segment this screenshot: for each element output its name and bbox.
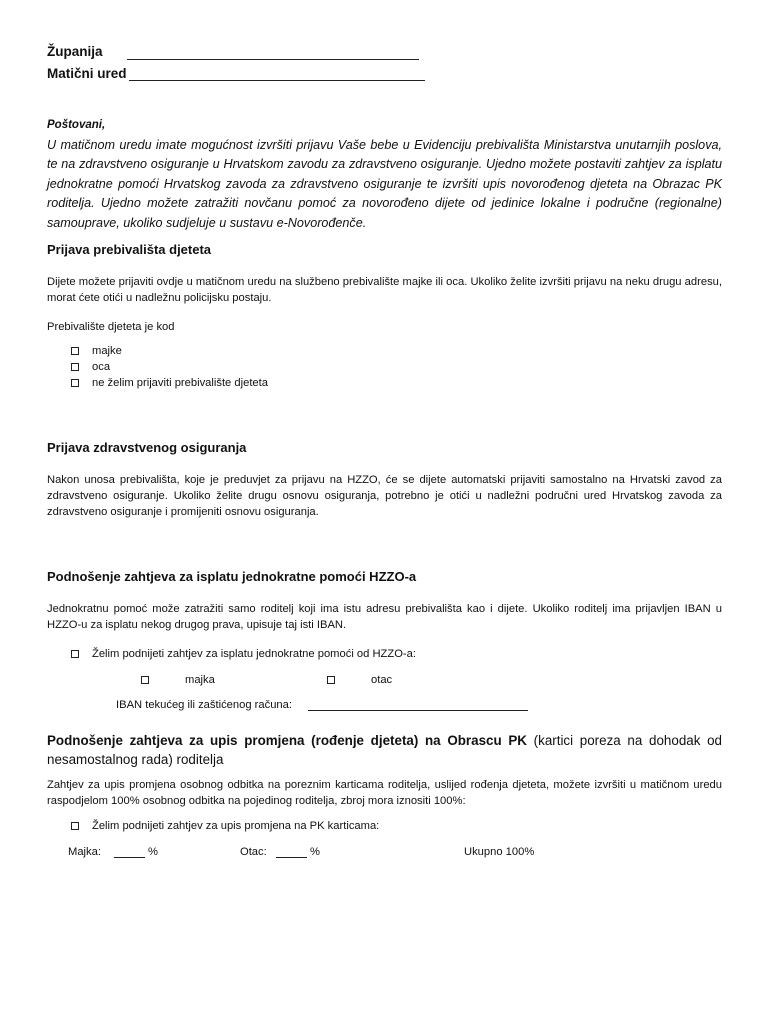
father-label: otac bbox=[371, 674, 393, 686]
mother-label: majka bbox=[185, 674, 215, 686]
section-pk-title bbox=[47, 731, 722, 770]
maticni-ured-field[interactable] bbox=[129, 80, 425, 81]
option-label: oca bbox=[92, 361, 111, 373]
otac-percent-sign: % bbox=[310, 846, 320, 858]
residence-option-father[interactable] bbox=[71, 361, 110, 373]
maticni-ured-label: Matični ured bbox=[47, 66, 127, 81]
section-residence-title: Prijava prebivališta djeteta bbox=[47, 242, 212, 257]
zupanija-label: Županija bbox=[47, 44, 103, 59]
option-label: ne želim prijaviti prebivalište djeteta bbox=[92, 377, 268, 389]
hzzo-request-checkbox[interactable] bbox=[71, 648, 416, 660]
greeting: Poštovani, bbox=[47, 119, 106, 131]
residence-option-none[interactable] bbox=[71, 377, 268, 389]
section-residence-text: Dijete možete prijaviti ovdje u matičnom uredu na službeno prebivalište majke ili oca. Ukoliko želite izvršiti prijavu na neku drugu adresu, morat ćete otići u nadležnu policijsku postaju. bbox=[47, 276, 722, 304]
section-pk-title-bold: Podnošenje zahtjeva za upis promjena (rođenje djeteta) na Obrascu PK bbox=[47, 733, 527, 748]
otac-percent-field[interactable] bbox=[276, 857, 307, 858]
checkbox[interactable] bbox=[71, 347, 79, 355]
section-pk-text: Zahtjev za upis promjena osobnog odbitka na poreznim karticama roditelja, uslijed rođenja djeteta, možete izvršiti u matičnom uredu raspodjelom 100% osobnog odbitka na pojedinog roditelja, zbroj mora iznositi 100%: bbox=[47, 779, 722, 807]
section-hzzo-title: Podnošenje zahtjeva za isplatu jednokratne pomoći HZZO-a bbox=[47, 569, 417, 584]
checkbox[interactable] bbox=[327, 676, 335, 684]
majka-percent-label: Majka: bbox=[68, 846, 101, 858]
residence-question: Prebivalište djeteta je kod bbox=[47, 321, 175, 333]
checkbox[interactable] bbox=[71, 379, 79, 387]
zupanija-field[interactable] bbox=[127, 59, 419, 60]
option-label: majke bbox=[92, 345, 122, 357]
ukupno-label: Ukupno 100% bbox=[464, 846, 535, 858]
checkbox[interactable] bbox=[71, 363, 79, 371]
intro-paragraph: U matičnom uredu imate mogućnost izvršiti prijavu Vaše bebe u Evidenciju prebivališta Ministarstva unutarnjih poslova, te na zdravstveno osiguranje u Hrvatskom zavodu za zdravstveno osiguranje. Ujedno možete postaviti zahtjev za isplatu jednokratne pomoći Hrvatskog zavoda za zdravstveno osiguranje te izvršiti upis novorođenog djeteta na Obrazac PK roditelja. Ujedno možete zatražiti novčanu pomoć za novorođeno dijete od jedinice lokalne i područne (regionalne) samouprave, ukoliko sudjeluje u sustavu e-Novorođenče. bbox=[47, 138, 722, 230]
majka-percent-field[interactable] bbox=[114, 857, 145, 858]
majka-percent-sign: % bbox=[148, 846, 158, 858]
hzzo-request-label: Želim podnijeti zahtjev za isplatu jednokratne pomoći od HZZO-a: bbox=[92, 648, 416, 660]
iban-field[interactable] bbox=[308, 710, 528, 711]
hzzo-father-option[interactable] bbox=[327, 674, 392, 686]
pk-request-label: Želim podnijeti zahtjev za upis promjena na PK karticama: bbox=[92, 820, 380, 832]
checkbox[interactable] bbox=[71, 650, 79, 658]
pk-request-checkbox[interactable] bbox=[71, 820, 379, 832]
section-insurance-text: Nakon unosa prebivališta, koje je preduvjet za prijavu na HZZO, će se dijete automatski prijaviti samostalno na Hrvatski zavod za zdravstveno osiguranje. Ukoliko želite drugu osnovu osiguranja, potrebno je otići u nadležni područni ured Hrvatskog zavoda za zdravstveno osiguranje i promijeniti osnovu osiguranja. bbox=[47, 474, 722, 518]
checkbox[interactable] bbox=[141, 676, 149, 684]
residence-option-mother[interactable] bbox=[71, 345, 122, 357]
otac-percent-label: Otac: bbox=[240, 846, 267, 858]
hzzo-mother-option[interactable] bbox=[141, 674, 215, 686]
section-hzzo-text: Jednokratnu pomoć može zatražiti samo roditelj koji ima istu adresu prebivališta kao i dijete. Ukoliko roditelj ima prijavljen IBAN u HZZO-u za isplatu nekog drugog prava, upisuje taj isti IBAN. bbox=[47, 603, 722, 631]
section-pk-title-rest: (kartici poreza na dohodak od nesamostalnog rada) roditelja bbox=[47, 733, 722, 768]
checkbox[interactable] bbox=[71, 822, 79, 830]
section-insurance-title: Prijava zdravstvenog osiguranja bbox=[47, 440, 247, 455]
iban-label: IBAN tekućeg ili zaštićenog računa: bbox=[116, 699, 292, 711]
